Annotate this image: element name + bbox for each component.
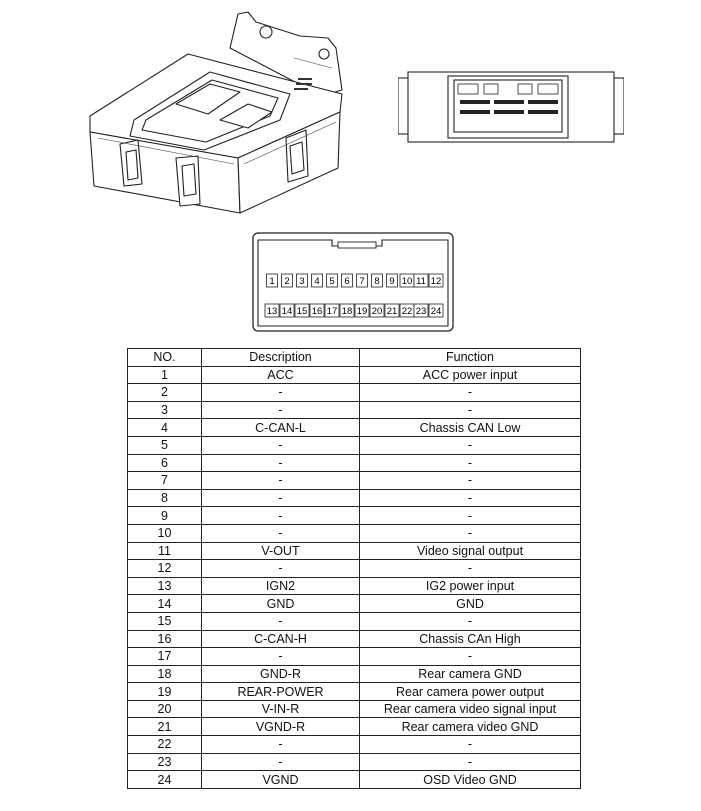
pin-description-cell: C-CAN-L [202,419,360,437]
connector-pin [387,274,398,287]
connector-pin-label: 12 [430,276,442,287]
table-row [128,665,581,683]
pin-number-cell: 10 [128,524,202,542]
pin-number-cell: 13 [128,577,202,595]
connector-pin-label: 24 [430,306,442,317]
connector-pin-label: 23 [415,306,427,317]
table-row [128,771,581,789]
connector-pin [327,274,338,287]
pin-function-cell: - [360,648,581,666]
table-row [128,524,581,542]
pin-number-cell: 1 [128,366,202,384]
connector-pin [267,274,278,287]
pin-description-cell: - [202,454,360,472]
pin-number-cell: 2 [128,384,202,402]
pin-description-cell: GND [202,595,360,613]
pin-function-cell: ACC power input [360,366,581,384]
connector-pin [370,304,384,317]
pin-function-cell: - [360,454,581,472]
table-row [128,384,581,402]
pin-number-cell: 11 [128,542,202,560]
connector-pin-label: 6 [344,276,350,287]
pin-number-cell: 18 [128,665,202,683]
table-row [128,507,581,525]
table-row [128,612,581,630]
connector-pin [340,304,354,317]
table-row [128,595,581,613]
connector-pin-label: 10 [401,276,413,287]
pin-function-cell: Chassis CAn High [360,630,581,648]
pin-description-cell: - [202,753,360,771]
pin-number-cell: 23 [128,753,202,771]
pin-description-cell: - [202,560,360,578]
pin-number-cell: 4 [128,419,202,437]
pin-function-cell: - [360,524,581,542]
table-row [128,436,581,454]
pin-description-cell: - [202,489,360,507]
connector-pin-label: 9 [389,276,395,287]
connector-pin [355,304,369,317]
pin-description-cell: V-IN-R [202,700,360,718]
table-row [128,419,581,437]
pin-function-cell: - [360,612,581,630]
table-row [128,542,581,560]
pin-number-cell: 9 [128,507,202,525]
header-description: Description [202,349,360,367]
connector-pin [414,304,428,317]
table-row [128,401,581,419]
pin-number-cell: 6 [128,454,202,472]
pin-function-cell: - [360,560,581,578]
pin-function-cell: Rear camera GND [360,665,581,683]
connector-pin [297,274,308,287]
pin-number-cell: 3 [128,401,202,419]
table-row [128,630,581,648]
pin-description-cell: - [202,436,360,454]
connector-pin-label: 1 [269,276,275,287]
connector-pin-label: 19 [356,306,368,317]
pin-function-cell: Rear camera video signal input [360,700,581,718]
connector-pin [414,274,428,287]
pin-description-cell: ACC [202,366,360,384]
pin-number-cell: 21 [128,718,202,736]
pin-number-cell: 8 [128,489,202,507]
pin-number-cell: 20 [128,700,202,718]
pin-description-cell: - [202,507,360,525]
connector-pin [400,274,414,287]
pin-description-cell: - [202,401,360,419]
pin-function-cell: - [360,489,581,507]
pin-description-cell: - [202,384,360,402]
module-connector-view [398,66,624,148]
pin-description-cell: - [202,524,360,542]
connector-pin [429,304,443,317]
table-row [128,577,581,595]
pin-description-cell: - [202,648,360,666]
table-row [128,718,581,736]
connector-pin-label: 21 [386,306,398,317]
pin-function-cell: Rear camera power output [360,683,581,701]
pin-number-cell: 12 [128,560,202,578]
connector-pin [325,304,339,317]
connector-pin [342,274,353,287]
pin-description-cell: VGND-R [202,718,360,736]
connector-pin [265,304,279,317]
connector-pin-label: 4 [314,276,320,287]
pin-number-cell: 22 [128,736,202,754]
pin-description-cell: GND-R [202,665,360,683]
connector-pin-label: 5 [329,276,335,287]
pin-number-cell: 5 [128,436,202,454]
connector-pin [385,304,399,317]
pin-function-cell: - [360,401,581,419]
connector-pin [295,304,309,317]
connector-pin-label: 18 [341,306,353,317]
connector-pin-label: 2 [284,276,290,287]
connector-pin [310,304,324,317]
pin-function-cell: Chassis CAN Low [360,419,581,437]
pin-number-cell: 19 [128,683,202,701]
pin-description-cell: V-OUT [202,542,360,560]
pin-function-cell: - [360,753,581,771]
pin-description-cell: - [202,736,360,754]
connector-pin-label: 8 [374,276,380,287]
module-illustration [80,8,360,223]
pin-number-cell: 7 [128,472,202,490]
pin-number-cell: 17 [128,648,202,666]
table-row [128,683,581,701]
pin-function-table [127,348,581,789]
table-row [128,648,581,666]
pin-function-cell: Video signal output [360,542,581,560]
connector-pin-label: 13 [266,306,278,317]
table-row [128,489,581,507]
table-row [128,560,581,578]
connector-pin [282,274,293,287]
table-row [128,736,581,754]
table-row [128,366,581,384]
pin-function-cell: Rear camera video GND [360,718,581,736]
connector-pin [280,304,294,317]
connector-pin-label: 14 [281,306,293,317]
pin-function-cell: - [360,736,581,754]
header-function: Function [360,349,581,367]
table-row [128,454,581,472]
pin-function-cell: - [360,507,581,525]
connector-pin-label: 22 [401,306,413,317]
table-row [128,700,581,718]
connector-pin-label: 11 [416,276,426,287]
connector-pin [400,304,414,317]
pin-description-cell: C-CAN-H [202,630,360,648]
pin-description-cell: IGN2 [202,577,360,595]
pin-description-cell: VGND [202,771,360,789]
connector-pin-label: 7 [359,276,365,287]
pin-function-cell: - [360,472,581,490]
pin-function-cell: OSD Video GND [360,771,581,789]
pin-number-cell: 16 [128,630,202,648]
connector-pin [372,274,383,287]
table-row [128,472,581,490]
connector-pin-label: 16 [311,306,323,317]
connector-pin-diagram [252,232,454,332]
header-no: NO. [128,349,202,367]
connector-pin-label: 3 [299,276,305,287]
pin-function-cell: - [360,384,581,402]
connector-pin-label: 20 [371,306,383,317]
connector-bottom-row [265,304,443,317]
table-header-row [128,349,581,367]
pin-function-cell: GND [360,595,581,613]
pin-number-cell: 14 [128,595,202,613]
connector-pin [429,274,443,287]
connector-pin [357,274,368,287]
table-body [128,366,581,788]
pin-description-cell: - [202,612,360,630]
pin-number-cell: 15 [128,612,202,630]
table-row [128,753,581,771]
connector-pin-label: 17 [326,306,338,317]
pin-description-cell: REAR-POWER [202,683,360,701]
pin-function-cell: - [360,436,581,454]
connector-pin-label: 15 [296,306,308,317]
pin-number-cell: 24 [128,771,202,789]
connector-pin [312,274,323,287]
pin-function-cell: IG2 power input [360,577,581,595]
pin-description-cell: - [202,472,360,490]
